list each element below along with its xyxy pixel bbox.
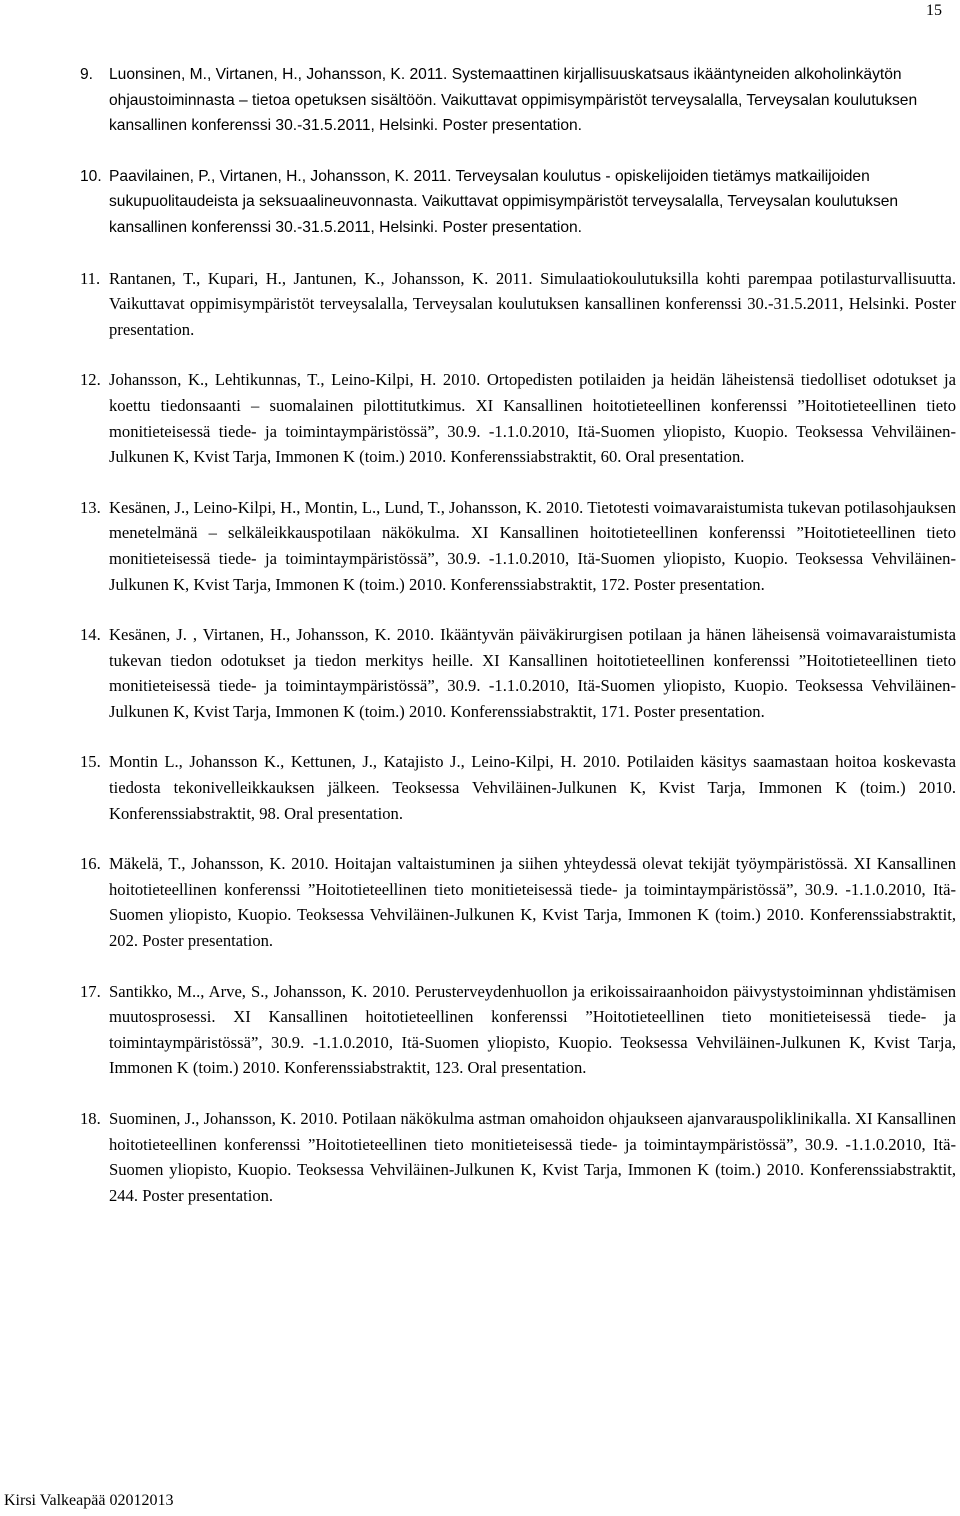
reference-list <box>0 62 960 1233</box>
reference-number: 9. <box>80 66 94 83</box>
reference-item <box>0 851 960 953</box>
reference-text: Mäkelä, T., Johansson, K. 2010. Hoitajan valtaistuminen ja siihen yhteydessä olevat tekijät työympäristössä. XI Kansallinen hoitotieteellinen konferenssi ”Hoitotieteellinen tieto monitieteisessä tiede- ja toimintaympäristössä”, 30.9. -1.1.0.2010, Itä-Suomen yliopisto, Kuopio. Teoksessa Vehviläinen-Julkunen K, Kvist Tarja, Immonen K (toim.) 2010. Konferenssiabstraktit, 202. Poster presentation. <box>109 854 956 951</box>
reference-item <box>0 1106 960 1208</box>
reference-text: Montin L., Johansson K., Kettunen, J., Katajisto J., Leino-Kilpi, H. 2010. Potilaiden käsitys saamastaan hoitoa koskevasta tiedosta tekonivelleikkauksen jälkeen. Teoksessa Vehviläinen-Julkunen K, Kvist Tarja, Immonen K (toim.) 2010. Konferenssiabstraktit, 98. Oral presentation. <box>109 752 956 823</box>
reference-number: 12. <box>80 370 101 390</box>
reference-number: 15. <box>80 752 101 772</box>
reference-text: Luonsinen, M., Virtanen, H., Johansson, K. 2011. Systemaattinen kirjallisuuskatsaus ikääntyneiden alkoholinkäytön ohjaustoiminnasta – tietoa opetuksen sisältöön. Vaikuttavat oppimisympäristöt terveysalalla, Terveysalan koulutuksen kansallinen konferenssi 30.-31.5.2011, Helsinki. Poster presentation. <box>109 66 918 135</box>
reference-text: Johansson, K., Lehtikunnas, T., Leino-Kilpi, H. 2010. Ortopedisten potilaiden ja heidän läheistensä tiedolliset odotukset ja koettu tiedonsaanti – suomalainen pilottitutkimus. XI Kansallinen hoitotieteellinen konferenssi ”Hoitotieteellinen tieto monitieteisessä tiede- ja toimintaympäristössä”, 30.9. -1.1.0.2010, Itä-Suomen yliopisto, Kuopio. Teoksessa Vehviläinen-Julkunen K, Kvist Tarja, Immonen K (toim.) 2010. Konferenssiabstraktit, 60. Oral presentation. <box>109 370 956 467</box>
reference-text: Kesänen, J., Leino-Kilpi, H., Montin, L., Lund, T., Johansson, K. 2010. Tietotesti voimavaraistumista tukevan potilasohjauksen menetelmänä – selkäleikkauspotilaan näkökulma. XI Kansallinen hoitotieteellinen konferenssi ”Hoitotieteellinen tieto monitieteisessä tiede- ja toimintaympäristössä”, 30.9. -1.1.0.2010, Itä-Suomen yliopisto, Kuopio. Teoksessa Vehviläinen-Julkunen K, Kvist Tarja, Immonen K (toim.) 2010. Konferenssiabstraktit, 172. Poster presentation. <box>109 497 956 594</box>
reference-text: Paavilainen, P., Virtanen, H., Johansson, K. 2011. Terveysalan koulutus - opiskelijoiden tietämys matkailijoiden sukupuolitaudeista ja seksuaalineuvonnasta. Vaikuttavat oppimisympäristöt terveysalalla, Terveysalan koulutuksen kansallinen konferenssi 30.-31.5.2011, Helsinki. Poster presentation. <box>109 167 899 236</box>
reference-text: Suominen, J., Johansson, K. 2010. Potilaan näkökulma astman omahoidon ohjaukseen ajanvarauspoliklinikalla. XI Kansallinen hoitotieteellinen konferenssi ”Hoitotieteellinen tieto monitieteisessä tiede- ja toimintaympäristössä”, 30.9. -1.1.0.2010, Itä-Suomen yliopisto, Kuopio. Teoksessa Vehviläinen-Julkunen K, Kvist Tarja, Immonen K (toim.) 2010. Konferenssiabstraktit, 244. Poster presentation. <box>109 1109 956 1205</box>
reference-item <box>0 367 960 469</box>
reference-number: 14. <box>80 625 101 645</box>
reference-item <box>0 62 960 139</box>
reference-number: 10. <box>80 167 102 185</box>
reference-number: 11. <box>80 268 101 288</box>
reference-item <box>0 622 960 724</box>
reference-item <box>0 495 960 597</box>
reference-item <box>0 749 960 826</box>
reference-item <box>0 164 960 241</box>
reference-text: Kesänen, J. , Virtanen, H., Johansson, K. 2010. Ikääntyvän päiväkirurgisen potilaan ja hänen läheisensä voimavaraistumista tukevan tiedon odotukset ja tiedon merkitys heille. XI Kansallinen hoitotieteellinen konferenssi ”Hoitotieteellinen tieto monitieteisessä tiede- ja toimintaympäristössä”, 30.9. -1.1.0.2010, Itä-Suomen yliopisto, Kuopio. Teoksessa Vehviläinen-Julkunen K, Kvist Tarja, Immonen K (toim.) 2010. Konferenssiabstraktit, 171. Poster presentation. <box>109 625 956 721</box>
reference-text: Rantanen, T., Kupari, H., Jantunen, K., Johansson, K. 2011. Simulaatiokoulutuksilla kohti parempaa potilasturvallisuutta. Vaikuttavat oppimisympäristöt terveysalalla, Terveysalan koulutuksen kansallinen konferenssi 30.-31.5.2011, Helsinki. Poster presentation. <box>109 268 956 339</box>
reference-number: 17. <box>80 981 101 1001</box>
reference-number: 13. <box>80 497 101 517</box>
reference-number: 18. <box>80 1109 101 1128</box>
reference-item <box>0 266 960 343</box>
reference-number: 16. <box>80 854 101 874</box>
page-number: 15 <box>926 2 942 19</box>
reference-text: Santikko, M.., Arve, S., Johansson, K. 2010. Perusterveydenhuollon ja erikoissairaanhoidon päivystystoiminnan yhdistämisen muutosprosessi. XI Kansallinen hoitotieteellinen konferenssi ”Hoitotieteellinen tieto monitieteisessä tiede- ja toimintaympäristössä”, 30.9. -1.1.0.2010, Itä-Suomen yliopisto, Kuopio. Teoksessa Vehviläinen-Julkunen K, Kvist Tarja, Immonen K (toim.) 2010. Konferenssiabstraktit, 123. Oral presentation. <box>109 981 956 1078</box>
page-footer: Kirsi Valkeapää 02012013 <box>4 1492 174 1509</box>
reference-item <box>0 979 960 1081</box>
